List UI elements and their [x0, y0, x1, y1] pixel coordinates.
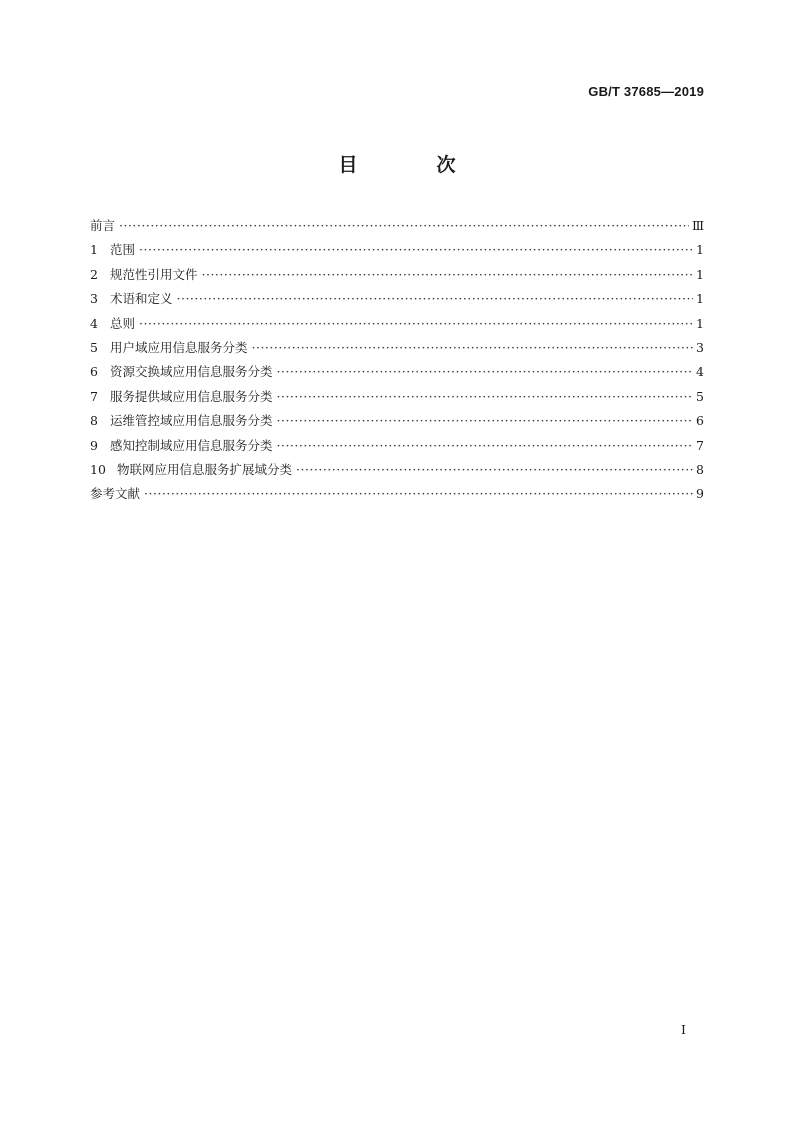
toc-entry-number: 8	[90, 413, 98, 429]
toc-entry-label: 总则	[110, 315, 136, 331]
toc-entry-number: 2	[90, 266, 98, 282]
toc-entry-page: 3	[696, 339, 704, 355]
toc-entry-page: 6	[696, 413, 704, 429]
toc-leader-dots	[277, 438, 693, 453]
toc-entry-4[interactable]	[90, 314, 704, 338]
toc-entry-page: 9	[696, 486, 704, 502]
toc-leader-dots	[139, 316, 693, 331]
toc-leader-dots	[202, 267, 693, 282]
toc-entry-page: 8	[696, 461, 704, 477]
toc-entry-page: 1	[696, 291, 704, 307]
toc-entry-5[interactable]	[90, 338, 704, 362]
toc-entry-7[interactable]	[90, 387, 704, 411]
toc-leader-dots	[296, 462, 693, 477]
standard-code: GB/T 37685—2019	[588, 84, 704, 99]
toc-entry-page: 5	[696, 388, 704, 404]
toc-entry-label: 服务提供域应用信息服务分类	[110, 388, 273, 404]
toc-entry-number: 4	[90, 315, 98, 331]
toc-entry-page: 1	[696, 315, 704, 331]
toc-leader-dots	[177, 291, 693, 306]
toc-entry-label: 用户域应用信息服务分类	[110, 339, 248, 355]
toc-entry-label: 规范性引用文件	[110, 266, 198, 282]
toc-entry-8[interactable]	[90, 411, 704, 435]
toc-leader-dots	[277, 364, 693, 379]
toc-entry-foreword[interactable]	[90, 216, 704, 240]
page-title: 目 次	[338, 154, 486, 176]
toc-entry-page: 4	[696, 364, 704, 380]
toc-entry-page: 1	[696, 242, 704, 258]
toc-leader-dots	[277, 413, 693, 428]
toc-leader-dots	[252, 340, 693, 355]
toc-entry-label: 资源交换域应用信息服务分类	[110, 364, 273, 380]
toc-entry-label: 感知控制域应用信息服务分类	[110, 437, 273, 453]
table-of-contents	[90, 216, 704, 509]
toc-entry-bibliography[interactable]	[90, 484, 704, 508]
toc-entry-page: Ⅲ	[691, 218, 704, 233]
toc-entry-label: 前言	[90, 218, 116, 233]
toc-entry-label: 参考文献	[90, 486, 141, 502]
toc-entry-number: 6	[90, 364, 98, 380]
toc-leader-dots	[144, 486, 693, 501]
toc-entry-2[interactable]	[90, 265, 704, 289]
toc-entry-page: 1	[696, 266, 704, 282]
toc-entry-6[interactable]	[90, 362, 704, 386]
toc-entry-9[interactable]	[90, 436, 704, 460]
toc-entry-page: 7	[696, 437, 704, 453]
toc-entry-number: 3	[90, 291, 98, 307]
toc-entry-label: 术语和定义	[110, 291, 173, 307]
toc-entry-3[interactable]	[90, 289, 704, 313]
toc-entry-10[interactable]	[90, 460, 704, 484]
toc-leader-dots	[119, 218, 689, 233]
toc-leader-dots	[277, 389, 693, 404]
toc-entry-number: 5	[90, 339, 98, 355]
toc-entry-number: 7	[90, 388, 98, 404]
toc-entry-number: 10	[90, 461, 106, 477]
toc-entry-label: 运维管控域应用信息服务分类	[110, 413, 273, 429]
toc-leader-dots	[139, 242, 693, 257]
toc-entry-1[interactable]	[90, 240, 704, 264]
toc-entry-label: 范围	[110, 242, 136, 258]
toc-entry-number: 1	[90, 242, 98, 258]
page-number: Ⅰ	[681, 1022, 686, 1037]
toc-entry-number: 9	[90, 437, 98, 453]
toc-entry-label: 物联网应用信息服务扩展域分类	[117, 461, 293, 477]
